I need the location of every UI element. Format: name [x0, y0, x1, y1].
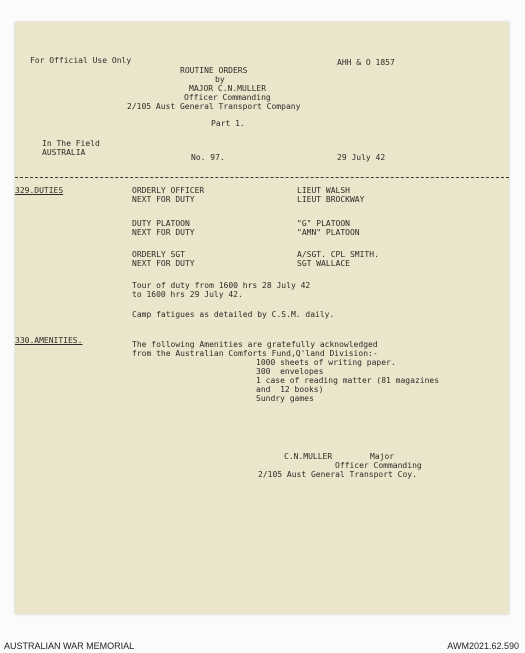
- document-page: [15, 22, 509, 614]
- section-divider: [15, 177, 509, 178]
- commander-name: MAJOR C.N.MULLER: [189, 84, 267, 93]
- location-line-2: AUSTRALIA: [42, 148, 86, 157]
- official-use-label: For Official Use Only: [30, 56, 132, 65]
- signature-title: Officer Commanding: [335, 461, 422, 470]
- duties-heading: 329.DUTIES: [15, 186, 64, 195]
- order-number: No. 97.: [191, 153, 225, 162]
- archive-credit: AUSTRALIAN WAR MEMORIAL: [4, 641, 135, 651]
- fatigues-line: Camp fatigues as detailed by C.S.M. daily.: [132, 310, 335, 319]
- amenity-item: 300 envelopes: [256, 367, 324, 376]
- duty-role: NEXT FOR DUTY: [132, 195, 195, 204]
- amenity-item: Sundry games: [256, 394, 314, 403]
- signature-rank: Major: [370, 452, 395, 461]
- duty-assignee: A/SGT. CPL SMITH.: [297, 250, 379, 259]
- amenities-intro-2: from the Australian Comforts Fund,Q'land Division:-: [132, 349, 378, 358]
- duty-assignee: "G" PLATOON: [297, 219, 350, 228]
- archive-accession: AWM2021.62.590: [447, 641, 519, 651]
- duty-role: ORDERLY SGT: [132, 250, 185, 259]
- amenity-item: and 12 books): [256, 385, 324, 394]
- tour-line-1: Tour of duty from 1600 hrs 28 July 42: [132, 281, 311, 290]
- commander-title: Officer Commanding: [184, 93, 271, 102]
- signature-unit: 2/105 Aust General Transport Coy.: [258, 470, 417, 479]
- amenities-intro-1: The following Amenities are gratefully acknowledged: [132, 340, 378, 349]
- duty-role: NEXT FOR DUTY: [132, 228, 195, 237]
- duty-assignee: "AMN" PLATOON: [297, 228, 360, 237]
- duty-assignee: LIEUT WALSH: [297, 186, 350, 195]
- duty-assignee: SGT WALLACE: [297, 259, 350, 268]
- tour-line-2: to 1600 hrs 29 July 42.: [132, 290, 243, 299]
- part-label: Part 1.: [211, 119, 245, 128]
- amenities-heading: 330.AMENITIES.: [15, 336, 83, 345]
- amenity-item: 1000 sheets of writing paper.: [256, 358, 396, 367]
- duty-role: ORDERLY OFFICER: [132, 186, 205, 195]
- location-line-1: In The Field: [42, 139, 100, 148]
- duty-assignee: LIEUT BROCKWAY: [297, 195, 365, 204]
- unit-name: 2/105 Aust General Transport Company: [127, 102, 301, 111]
- signature-name: C.N.MULLER: [284, 452, 333, 461]
- file-reference: AHH & O 1857: [337, 58, 395, 67]
- title-by: by: [215, 75, 225, 84]
- amenity-item: 1 case of reading matter (81 magazines: [256, 376, 440, 385]
- duty-role: DUTY PLATOON: [132, 219, 190, 228]
- document-title: ROUTINE ORDERS: [180, 66, 248, 75]
- order-date: 29 July 42: [337, 153, 386, 162]
- duty-role: NEXT FOR DUTY: [132, 259, 195, 268]
